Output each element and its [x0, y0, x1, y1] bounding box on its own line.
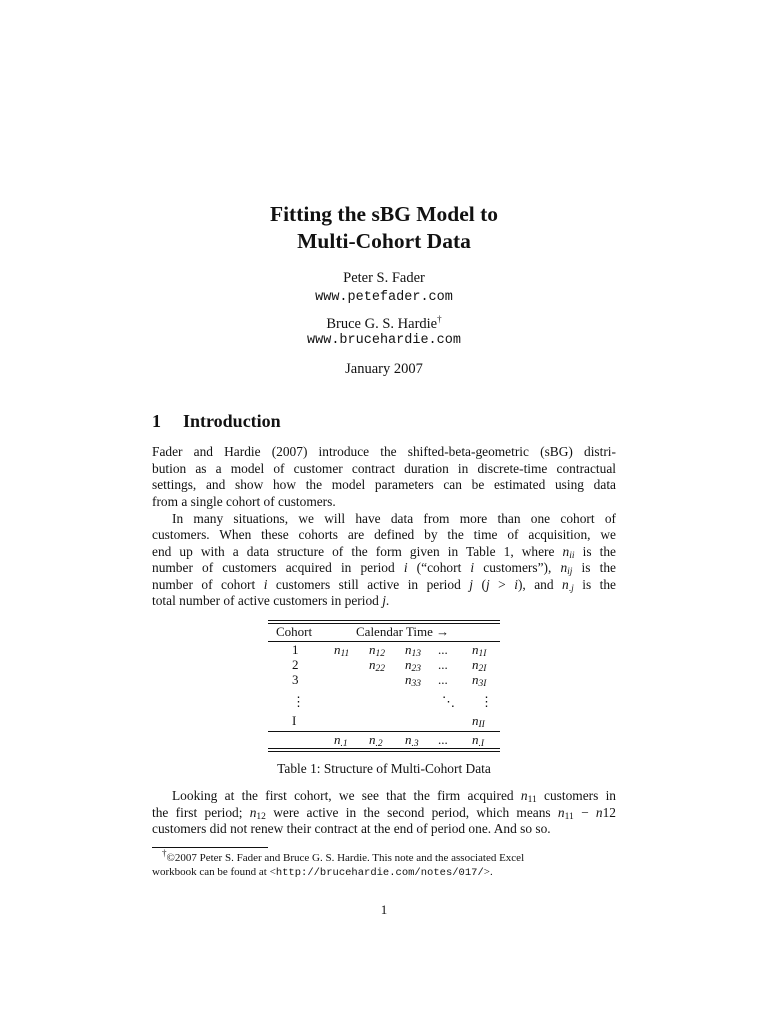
table-cell-n22: $n_{22}$: [369, 657, 385, 674]
footnote-line-2: [152, 865, 616, 880]
footnote-mark: †: [162, 848, 167, 859]
table-cell-dots: ...: [438, 657, 448, 672]
table-cell-ddots: ⋱: [442, 694, 455, 709]
section-number: 1: [152, 411, 161, 431]
table-total-n-2: $n_{.2}$: [369, 732, 383, 749]
table-cohort-label: ⋮: [292, 694, 305, 709]
table-cell-n12: $n_{12}$: [369, 642, 385, 659]
table-bottom-rule: [268, 748, 500, 749]
intro-paragraph-3: Looking at the first cohort, we see that the firm acquired $n_{11}$ customers in the first period; $n_{12}$ were active in the second period, which means $n_{11} - n12$ customers did not renew their contract at the end of period one. And so so.: [152, 788, 616, 837]
footnote-rule: [152, 847, 268, 848]
paper-title-line-2: Multi-Cohort Data: [297, 229, 471, 253]
author-1-name: Peter S. Fader: [343, 270, 425, 286]
table-header-rule: [268, 641, 500, 642]
table-header-cohort: Cohort: [276, 624, 313, 639]
table-total-rule: [268, 731, 500, 732]
table-cell-n2I: $n_{2I}$: [472, 657, 487, 674]
footnote-text: 2007 Peter S. Fader and Bruce G. S. Hardie. This note and the associated Excel: [174, 852, 525, 864]
author-2-url: www.brucehardie.com: [307, 333, 461, 348]
table-cohort-label: 1: [292, 642, 299, 657]
table-cell-n13: $n_{13}$: [405, 642, 421, 659]
table-cell-n1I: $n_{1I}$: [472, 642, 487, 659]
footnote-text: >.: [483, 866, 493, 878]
table-cell-dots: ...: [438, 672, 448, 687]
table-bottom-rule-2: [268, 751, 500, 752]
multi-cohort-table: [268, 620, 500, 750]
section-title: Introduction: [183, 411, 281, 431]
section-heading: [152, 409, 281, 433]
table-cell-n3I: $n_{3I}$: [472, 672, 487, 689]
table-caption: Table 1: Structure of Multi-Cohort Data: [277, 761, 491, 776]
table-total-n-3: $n_{.3}$: [405, 732, 419, 749]
table-total-n-1: $n_{.1}$: [334, 732, 348, 749]
intro-paragraph-2: In many situations, we will have data from more than one cohort of customers. When these cohorts are defined by the time of acquisition, we end up with a data structure of the form given in Table 1, where $n_{ii}$ is the number of customers acquired in period i (“cohort i customers”), $n_{ij}$ is the number of cohort i customers still active in period j (j > i), and $n_{.j}$ is the total number of active customers in period j.: [152, 510, 616, 609]
footnote-line-1: [152, 848, 616, 865]
paper-title-line-1: Fitting the sBG Model to: [269, 202, 499, 226]
table-cell-n33: $n_{33}$: [405, 672, 421, 689]
author-1-url: www.petefader.com: [315, 290, 453, 305]
table-cell-n11: $n_{11}$: [334, 642, 350, 659]
table-header-calendar-time: Calendar Time →: [356, 624, 450, 639]
table-top-rule: [268, 620, 500, 621]
table-cohort-label: 3: [292, 672, 299, 687]
paper-date: January 2007: [345, 361, 423, 377]
table-cohort-label: 2: [292, 657, 299, 672]
page-number: 1: [380, 902, 388, 917]
table-cohort-label: I: [292, 713, 297, 728]
author-2-line: [0, 315, 768, 333]
table-total-n-I: $n_{.I}$: [472, 732, 485, 749]
footnote-text: workbook can be found at <: [152, 866, 276, 878]
copyright-icon: ©: [166, 852, 175, 864]
author-2-footnote-mark: †: [437, 314, 442, 325]
table-cell-n23: $n_{23}$: [405, 657, 421, 674]
footnote-url-link[interactable]: http://brucehardie.com/notes/017/: [275, 867, 484, 879]
table-cell-dots: ...: [438, 642, 448, 657]
intro-paragraph-1: Fader and Hardie (2007) introduce the shifted-beta-geometric (sBG) distri- bution as a model of customer contract duration in discrete-time contractual settings, and show how the model parameters can be estimated using data from a single cohort of customers.: [152, 444, 616, 509]
author-2-name: Bruce G. S. Hardie: [326, 316, 438, 332]
table-cell-dots: ...: [438, 732, 448, 747]
table-cell-nII: $n_{II}$: [472, 713, 485, 730]
table-cell-vdots: ⋮: [480, 694, 493, 709]
